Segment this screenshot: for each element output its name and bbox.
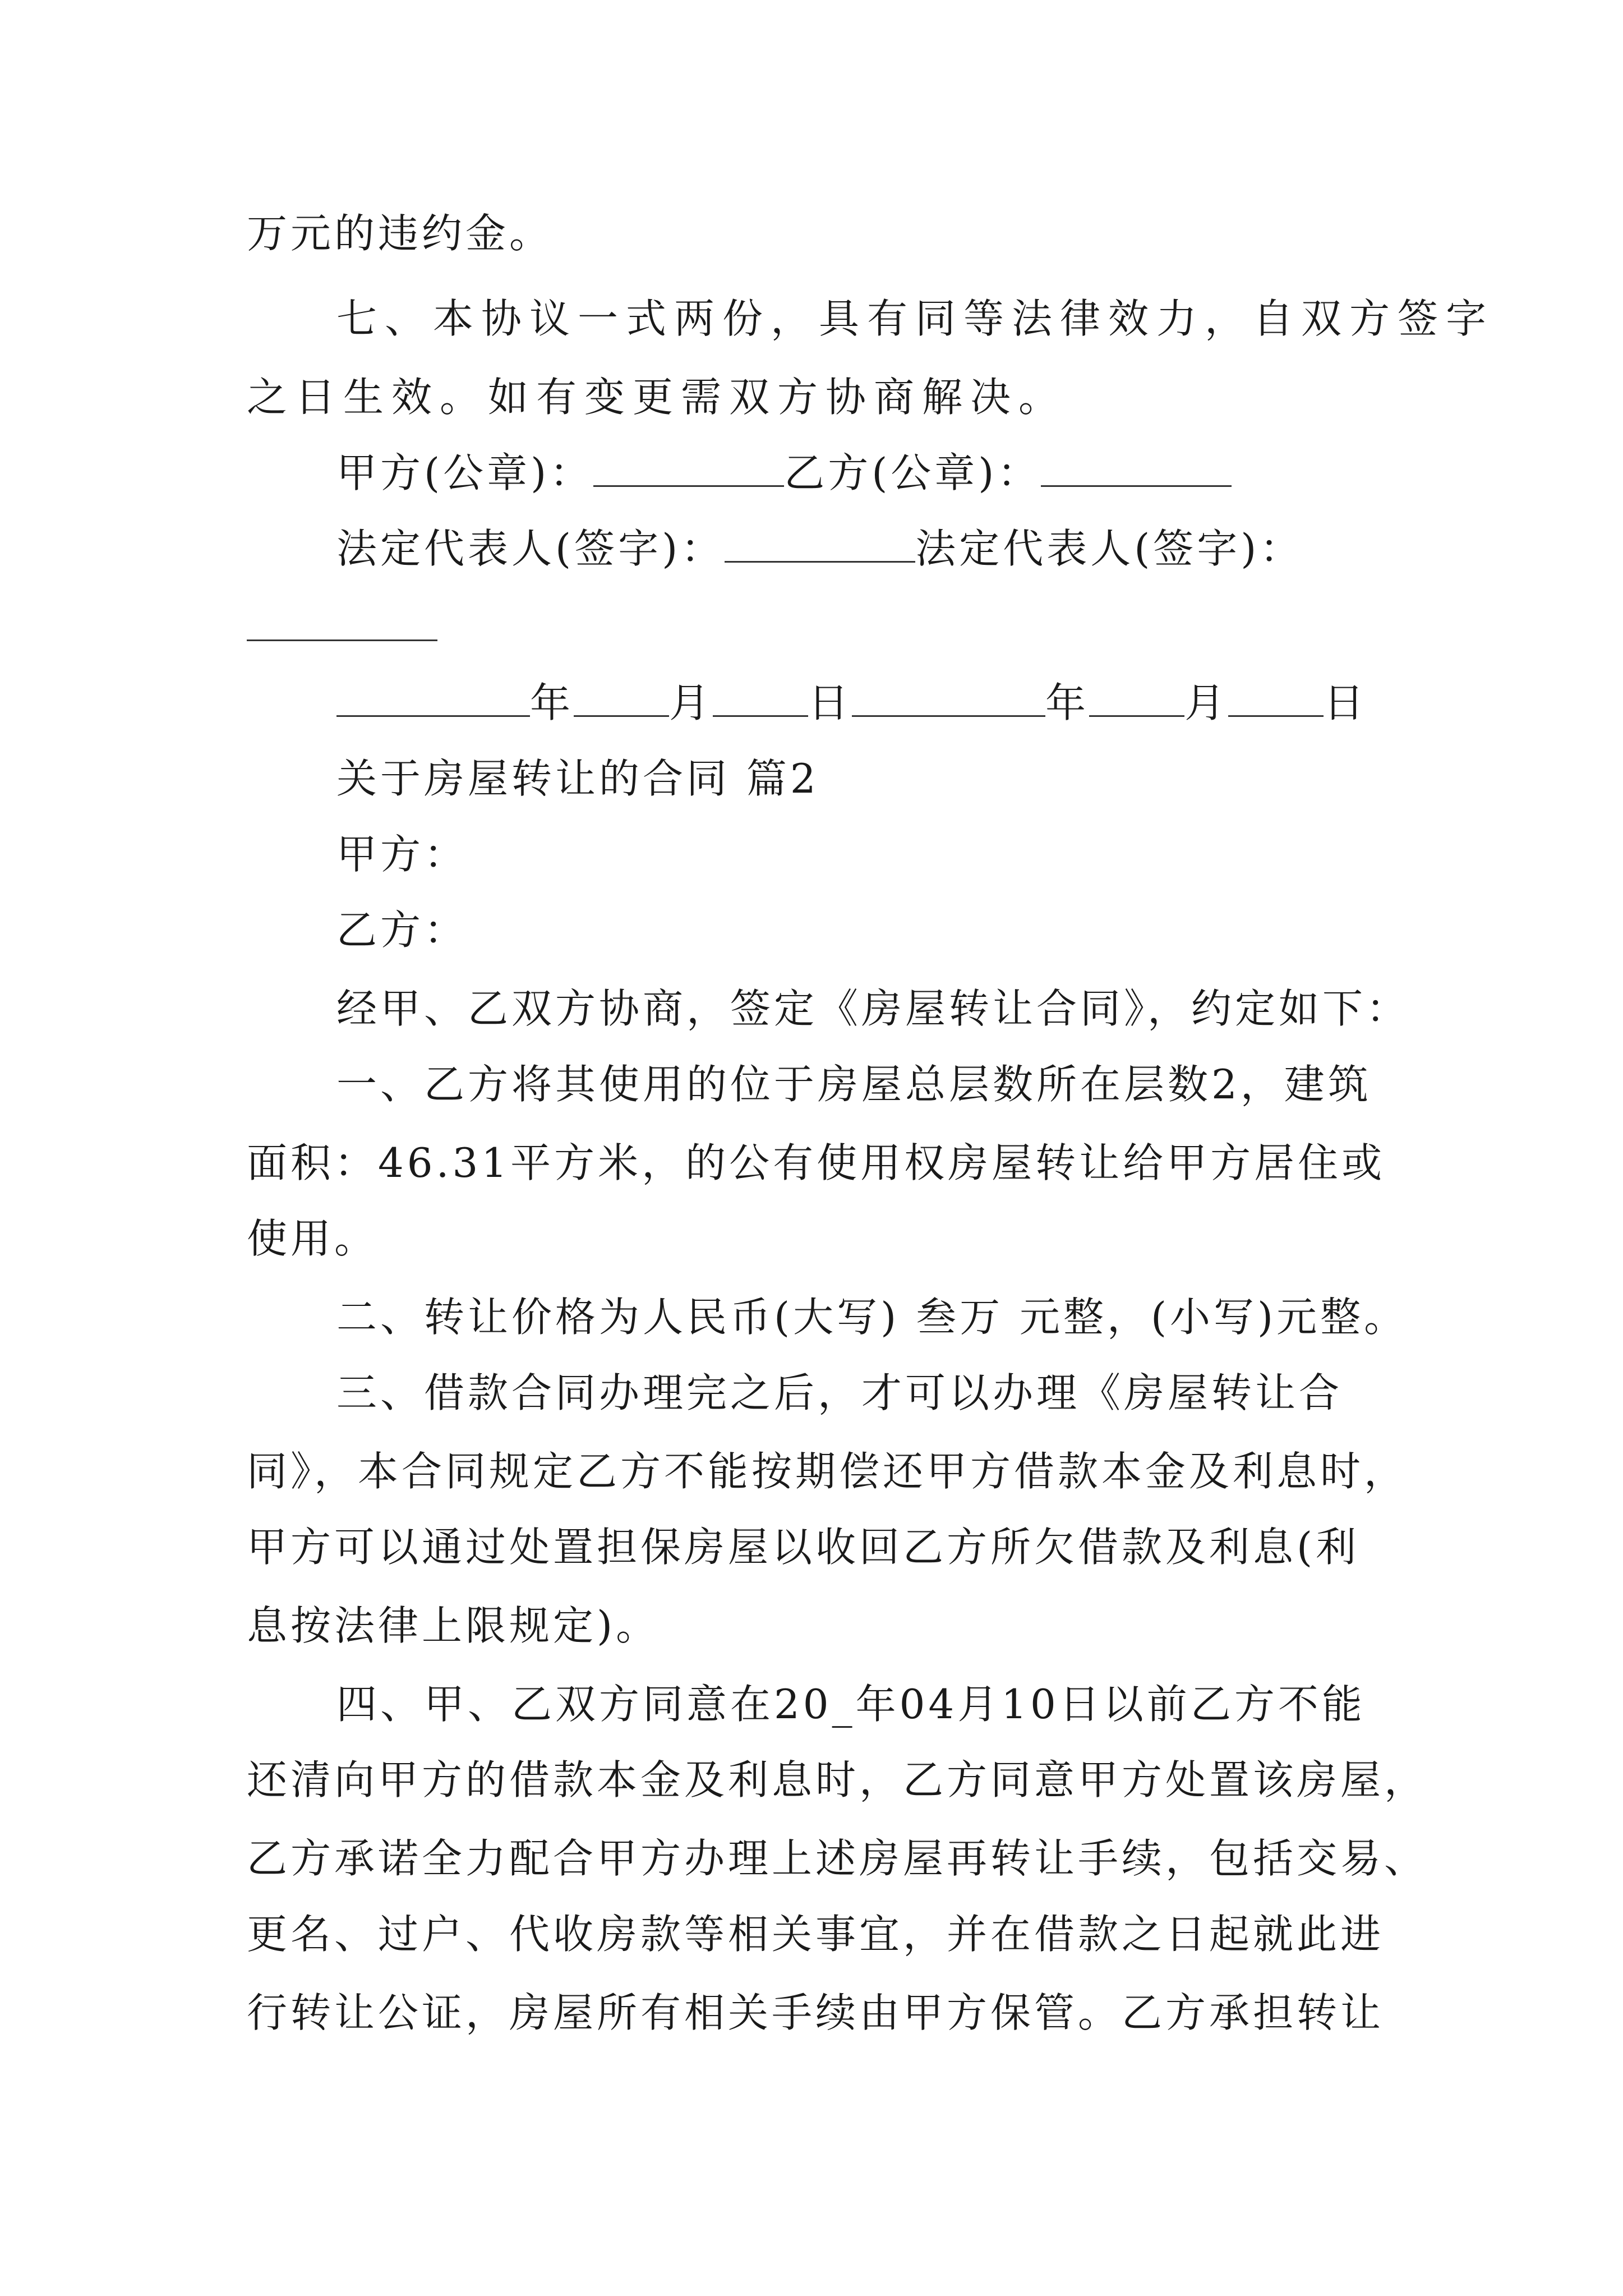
text-line: 同》，本合同规定乙方不能按期偿还甲方借款本金及利息时， [247,1448,1408,1495]
blank-field [336,676,530,717]
blank-field [713,676,808,717]
text-line: 三、借款合同办理完之后，才可以办理《房屋转让合 [336,1369,1343,1416]
party-b-rep-label: 法定代表人(签字)： [915,525,1304,572]
text-line: 甲方： [336,831,468,878]
signature-line [336,522,1303,576]
party-a-rep-label: 法定代表人(签字)： [336,525,725,572]
text-line: 甲方可以通过处置担保房屋以收回乙方所欠借款及利息(利 [247,1524,1360,1571]
signature-line [336,446,1232,500]
party-a-seal-label: 甲方(公章)： [336,449,594,496]
text-line: 七、本协议一式两份，具有同等法律效力，自双方签字 [336,295,1495,342]
text-line: 还清向甲方的借款本金及利息时，乙方同意甲方处置该房屋， [247,1756,1428,1803]
blank-field [247,639,437,641]
text-line: 使用。 [247,1215,379,1262]
text-line: 息按法律上限规定)。 [247,1602,660,1649]
section-heading: 关于房屋转让的合同 篇2 [336,755,819,802]
date-day-label: 日 [808,679,852,726]
date-month-label: 月 [669,679,713,726]
text-line: 更名、过户、代收房款等相关事宜，并在借款之日起就此进 [247,1911,1385,1958]
blank-field [1041,446,1232,487]
text-line: 之日生效。如有变更需双方协商解决。 [247,374,1067,421]
date-line [336,676,1367,730]
text-line: 面积：46.31平方米，的公有使用权房屋转让给甲方居住或 [247,1139,1386,1186]
blank-field [593,446,784,487]
blank-field [852,676,1045,717]
date-day-label: 日 [1324,679,1368,726]
text-line: 万元的违约金。 [247,210,554,257]
text-line: 经甲、乙双方协商，签定《房屋转让合同》，约定如下： [336,985,1410,1032]
blank-field [574,676,669,717]
text-line: 四、甲、乙双方同意在20_年04月10日以前乙方不能 [336,1681,1366,1728]
date-year-label: 年 [1045,679,1090,726]
text-line: 行转让公证，房屋所有相关手续由甲方保管。乙方承担转让 [247,1989,1385,2036]
text-line: 乙方承诺全力配合甲方办理上述房屋再转让手续，包括交易、 [247,1835,1428,1882]
text-line: 一、乙方将其使用的位于房屋总层数所在层数2，建筑 [336,1061,1372,1108]
text-line: 二、转让价格为人民币(大写) 叁万 元整，(小写)元整。 [336,1294,1408,1341]
date-year-label: 年 [530,679,574,726]
blank-field [725,522,915,563]
blank-field [1228,676,1324,717]
blank-field [1089,676,1184,717]
party-b-seal-label: 乙方(公章)： [784,449,1041,496]
text-line: 乙方： [336,907,468,954]
date-month-label: 月 [1184,679,1229,726]
